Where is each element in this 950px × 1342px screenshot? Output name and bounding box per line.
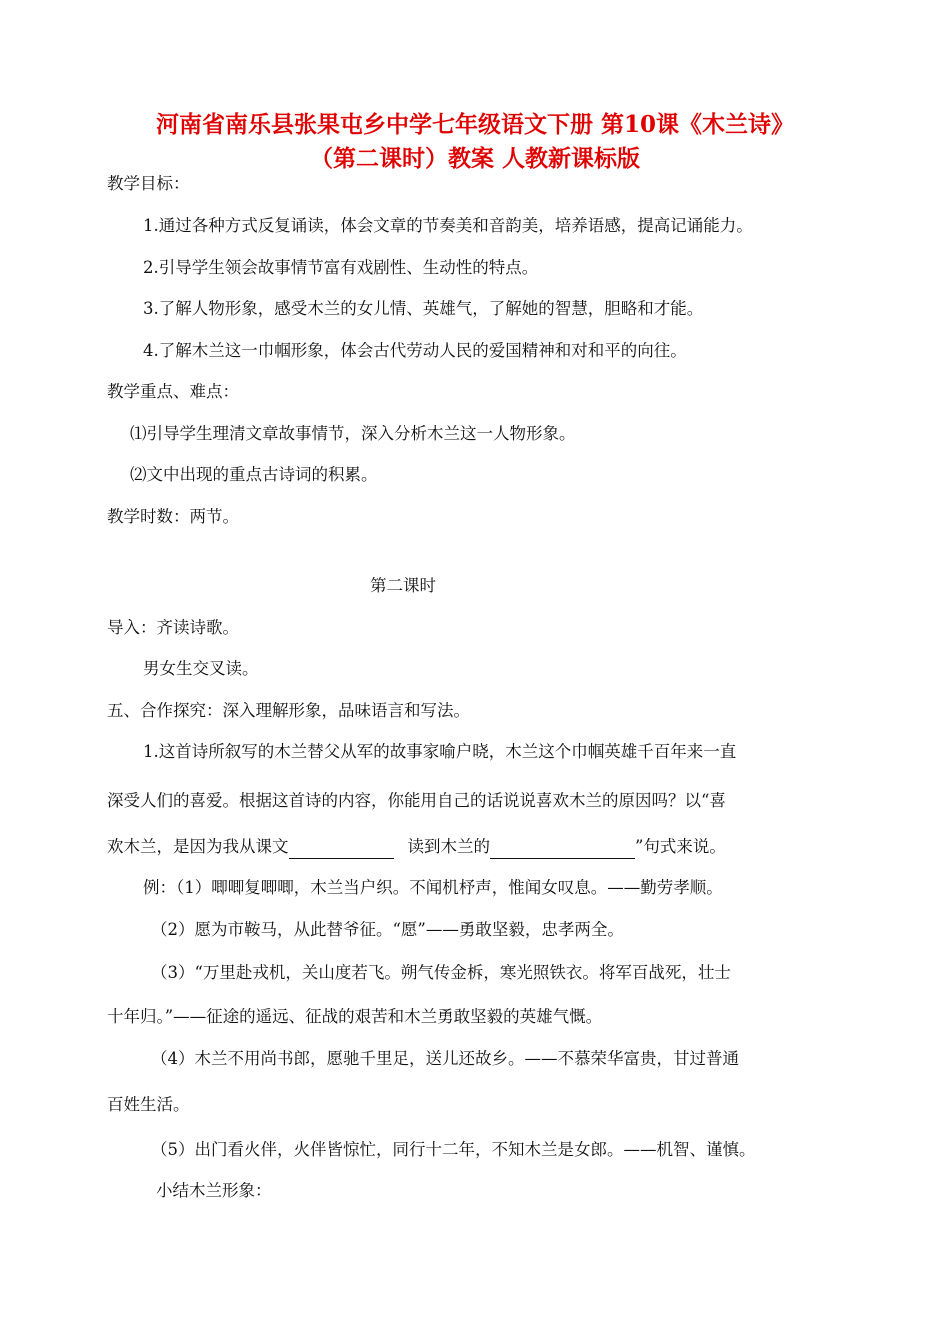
question1-text-b: 读到木兰的 bbox=[407, 837, 490, 856]
question1-text-c: ”句式来说。 bbox=[635, 837, 726, 856]
goals-heading: 教学目标： bbox=[107, 174, 190, 193]
intro-line-1: 导入：齐读诗歌。 bbox=[107, 618, 239, 637]
title-line-2: （第二课时）教案 人教新课标版 bbox=[309, 145, 640, 172]
key-points-heading: 教学重点、难点： bbox=[107, 382, 239, 401]
intro-line-2: 男女生交叉读。 bbox=[143, 659, 259, 678]
fill-blank-2 bbox=[490, 840, 635, 859]
example-4-line-2: 百姓生活。 bbox=[107, 1095, 190, 1114]
example-3-line-2: 十年归。”——征途的遥远、征战的艰苦和木兰勇敢坚毅的英雄气慨。 bbox=[107, 1007, 603, 1026]
key-point-1: ⑴引导学生理清文章故事情节，深入分析木兰这一人物形象。 bbox=[130, 424, 576, 443]
fill-blank-1 bbox=[289, 840, 394, 859]
key-point-2: ⑵文中出现的重点古诗词的积累。 bbox=[130, 465, 378, 484]
lesson-title: 第二课时 bbox=[370, 576, 436, 595]
document-title bbox=[60, 108, 890, 176]
title-line-1: 河南省南乐县张果屯乡中学七年级语文下册 第10课《木兰诗》 bbox=[155, 111, 794, 138]
goal-item-1: 1.通过各种方式反复诵读，体会文章的节奏美和音韵美，培养语感，提高记诵能力。 bbox=[143, 216, 753, 235]
question1-text-a: 欢木兰，是因为我从课文 bbox=[107, 837, 289, 856]
example-2: （2）愿为市鞍马，从此替爷征。“愿”——勇敢坚毅，忠孝两全。 bbox=[151, 920, 624, 939]
question1-line-1: 1.这首诗所叙写的木兰替父从军的故事家喻户晓，木兰这个巾帼英雄千百年来一直 bbox=[143, 742, 737, 761]
question1-line-3 bbox=[107, 835, 726, 859]
teaching-hours: 教学时数：两节。 bbox=[107, 507, 239, 526]
example-4-line-1: （4）木兰不用尚书郎，愿驰千里足，送儿还故乡。——不慕荣华富贵，甘过普通 bbox=[151, 1049, 739, 1068]
section5-heading: 五、合作探究：深入理解形象，品味语言和写法。 bbox=[107, 701, 470, 720]
example-1: 例：（1）唧唧复唧唧，木兰当户织。不闻机杼声，惟闻女叹息。——勤劳孝顺。 bbox=[143, 878, 723, 897]
example-5: （5）出门看火伴，火伴皆惊忙，同行十二年，不知木兰是女郎。——机智、谨慎。 bbox=[151, 1140, 756, 1159]
example-3-line-1: （3）“万里赴戎机，关山度若飞。朔气传金柝，寒光照铁衣。将军百战死，壮士 bbox=[151, 963, 731, 982]
question1-line-2: 深受人们的喜爱。根据这首诗的内容，你能用自己的话说说喜欢木兰的原因吗？以“喜 bbox=[107, 791, 726, 810]
goal-item-3: 3.了解人物形象，感受木兰的女儿情、英雄气，了解她的智慧，胆略和才能。 bbox=[143, 299, 704, 318]
goal-item-2: 2.引导学生领会故事情节富有戏剧性、生动性的特点。 bbox=[143, 258, 539, 277]
summary-heading: 小结木兰形象： bbox=[156, 1181, 272, 1200]
goal-item-4: 4.了解木兰这一巾帼形象，体会古代劳动人民的爱国精神和对和平的向往。 bbox=[143, 341, 687, 360]
